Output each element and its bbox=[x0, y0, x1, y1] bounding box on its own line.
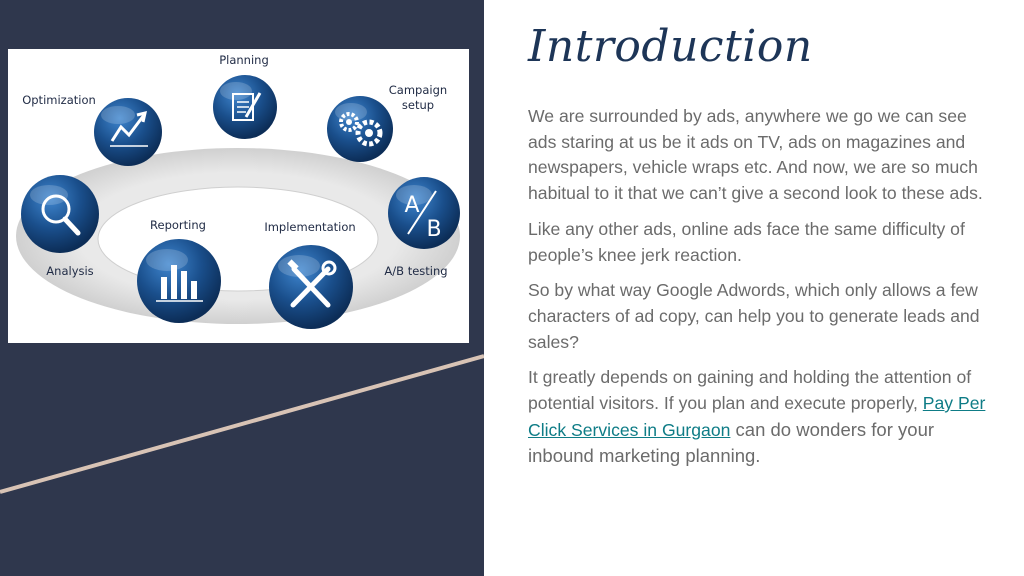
paragraph-3: So by what way Google Adwords, which only allows a few characters of ad copy, can help you to generate leads and sales? bbox=[528, 280, 980, 352]
ab-icon bbox=[388, 177, 460, 249]
ppc-services-link[interactable]: Pay Per Click Services in Gurgaon bbox=[528, 393, 986, 440]
label-campaign-setup-line2: setup bbox=[401, 98, 435, 112]
left-panel bbox=[0, 0, 484, 576]
paragraph-4-outro: can do wonders for your inbound marketing planning. bbox=[528, 418, 935, 467]
label-optimization: Optimization bbox=[22, 93, 96, 107]
label-reporting: Reporting bbox=[150, 218, 206, 232]
ppc-cycle-diagram bbox=[8, 49, 469, 343]
paragraph-4-intro: It greatly depends on gaining and holding the attention of potential visitors. If you plan and execute properly, bbox=[528, 367, 972, 414]
magnifier-icon bbox=[21, 175, 99, 253]
label-analysis: Analysis bbox=[46, 264, 94, 278]
document-pen-icon bbox=[213, 75, 277, 139]
label-implementation: Implementation bbox=[264, 220, 356, 234]
paragraph-4 bbox=[528, 365, 988, 470]
paragraph-1: We are surrounded by ads, anywhere we go we can see ads staring at us be it ads on TV, ads on magazines and newspapers, vehicle wraps etc. And now, we are so much habitual to it that we can’t give a second look to these ads. bbox=[528, 106, 983, 204]
growth-chart-icon bbox=[94, 98, 162, 166]
paragraph-2: Like any other ads, online ads face the same difficulty of people’s knee jerk reaction. bbox=[528, 218, 965, 265]
label-ab-testing: A/B testing bbox=[384, 264, 448, 278]
content-column bbox=[528, 18, 988, 480]
ab-glyph-a: A bbox=[404, 193, 420, 218]
ab-glyph-b: B bbox=[426, 217, 442, 242]
label-planning: Planning bbox=[219, 53, 269, 67]
label-campaign-setup-line1: Campaign bbox=[388, 83, 448, 97]
page-title: Introduction bbox=[528, 21, 813, 72]
tools-icon bbox=[269, 245, 353, 329]
bar-chart-icon bbox=[137, 239, 221, 323]
